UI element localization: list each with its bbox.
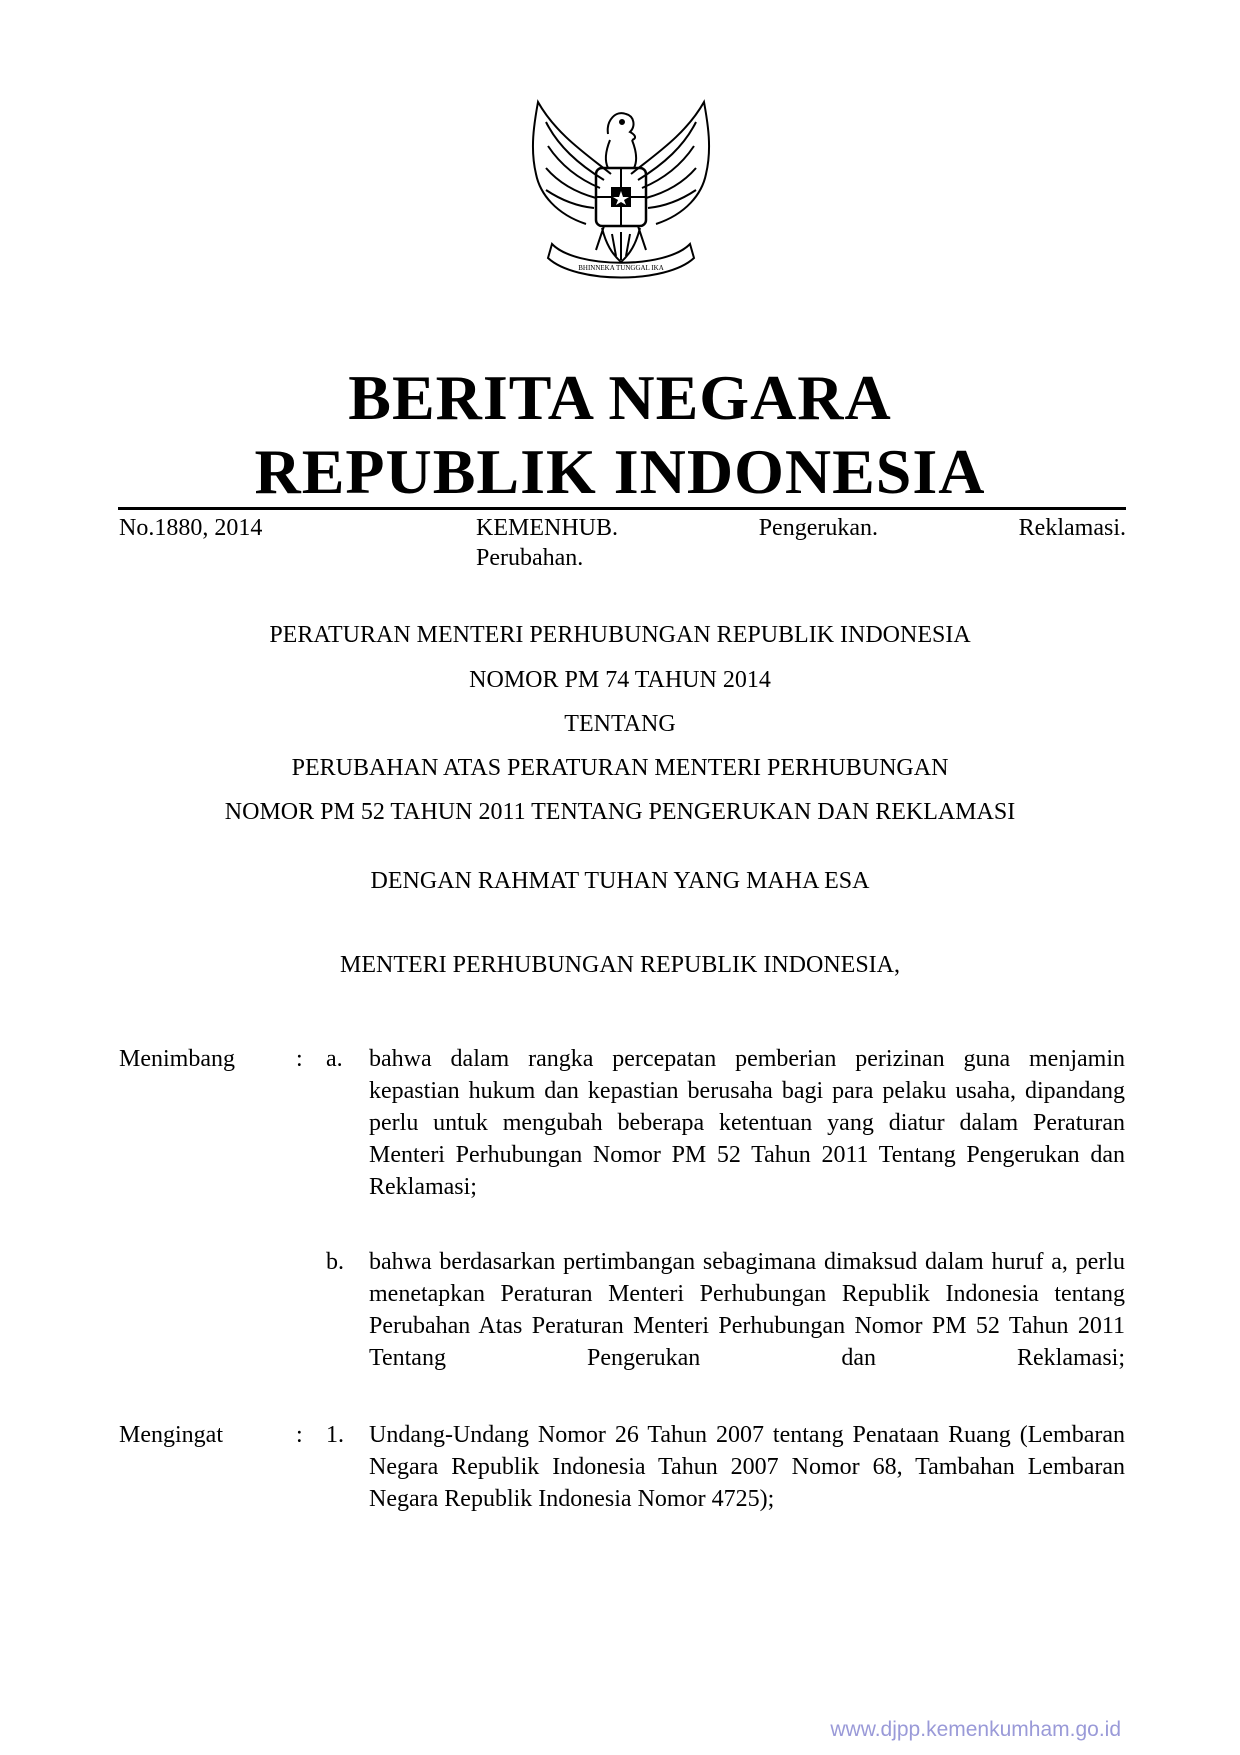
regulation-title: PERATURAN MENTERI PERHUBUNGAN REPUBLIK INDONESIA (269, 622, 971, 648)
legal-basis-1: Undang-Undang Nomor 26 Tahun 2007 tentang Penataan Ruang (Lembaran Negara Republik Indonesia Tahun 2007 Nomor 68, Tambahan Lembaran Negara Republik Indonesia Nomor 4725); (369, 1422, 1125, 1512)
masthead-line-1: BERITA NEGARA (348, 362, 892, 433)
item-marker: a. (326, 1046, 343, 1072)
regulation-number: NOMOR PM 74 TAHUN 2014 (469, 667, 771, 693)
menimbang-colon: : (296, 1046, 303, 1072)
category-word: KEMENHUB. (476, 515, 618, 541)
item-marker: b. (326, 1249, 344, 1275)
regulation-subject-line-1: PERUBAHAN ATAS PERATURAN MENTERI PERHUBUNGAN (291, 755, 949, 781)
menimbang-label: Menimbang (119, 1046, 235, 1072)
preamble: DENGAN RAHMAT TUHAN YANG MAHA ESA (370, 868, 870, 894)
emblem-motto: BHINNEKA TUNGGAL IKA (578, 264, 664, 272)
regulation-subject-line-2: NOMOR PM 52 TAHUN 2011 TENTANG PENGERUKAN DAN REKLAMASI (224, 799, 1016, 825)
regulation-about: TENTANG (564, 711, 676, 737)
footer-url-link[interactable]: www.djpp.kemenkumham.go.id (830, 1718, 1121, 1741)
mengingat-colon: : (296, 1422, 303, 1448)
gazette-category (476, 513, 1126, 573)
consideration-b: bahwa berdasarkan pertimbangan sebagimana dimaksud dalam huruf a, perlu menetapkan Peraturan Menteri Perhubungan Republik Indonesia tentang Perubahan Atas Peraturan Menteri Perhubungan Nomor PM 52 Tahun 2011 Tentang Pengerukan dan Reklamasi; (369, 1249, 1125, 1371)
gazette-number: No.1880, 2014 (119, 515, 263, 541)
category-word: Pengerukan. (758, 515, 878, 541)
category-word: Reklamasi. (1018, 515, 1126, 541)
item-marker: 1. (326, 1422, 344, 1448)
mengingat-label: Mengingat (119, 1422, 223, 1448)
consideration-a: bahwa dalam rangka percepatan pemberian perizinan guna menjamin kepastian hukum dan kepastian berusaha bagi para pelaku usaha, dipandang perlu untuk mengubah beberapa ketentuan yang diatur dalam Peraturan Menteri Perhubungan Nomor PM 52 Tahun 2011 Tentang Pengerukan dan Reklamasi; (369, 1046, 1125, 1200)
masthead-line-2: REPUBLIK INDONESIA (254, 436, 986, 507)
garuda-pancasila-emblem-icon (516, 94, 726, 294)
masthead-divider (118, 507, 1126, 510)
category-word: Perubahan. (476, 545, 584, 571)
authority: MENTERI PERHUBUNGAN REPUBLIK INDONESIA, (340, 952, 900, 978)
